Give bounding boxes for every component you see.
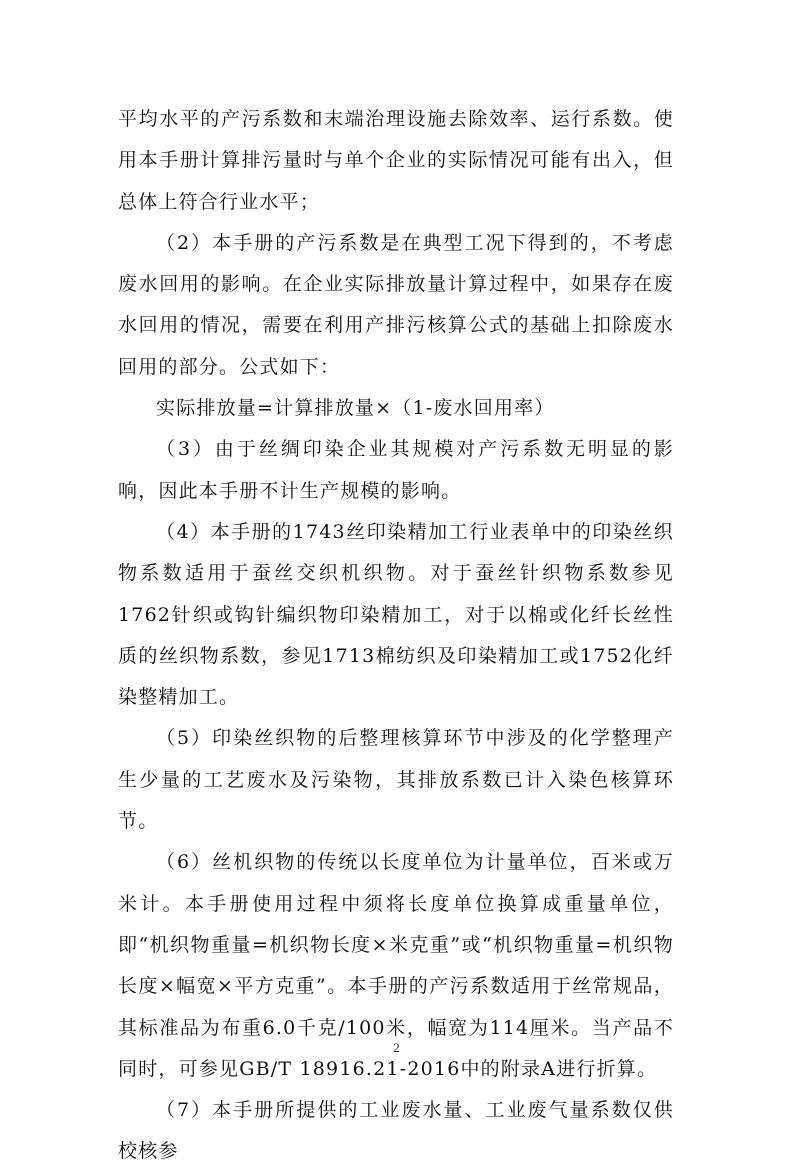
paragraph-continuation: 平均水平的产污系数和末端治理设施去除效率、运行系数。使用本手册计算排污量时与单个企业的实际情况可能有出入，但总体上符合行业水平； bbox=[118, 108, 674, 213]
paragraph-item-5: （5）印染丝织物的后整理核算环节中涉及的化学整理产生少量的工艺废水及污染物，其排放系数已计入染色核算环节。 bbox=[118, 727, 674, 833]
page-number: 2 bbox=[393, 1040, 400, 1055]
paragraph-item-2: （2）本手册的产污系数是在典型工况下得到的，不考虑废水回用的影响。在企业实际排放量计算过程中，如果存在废水回用的情况，需要在利用产排污核算公式的基础上扣除废水回用的部分。公式如下： bbox=[118, 231, 674, 378]
paragraph-item-4: （4）本手册的1743丝印染精加工行业表单中的印染丝织物系数适用于蚕丝交织机织物。对于蚕丝针织物系数参见1762针织或钩针编织物印染精加工，对于以棉或化纤长丝性质的丝织物系数，参见1713棉纺织及印染精加工或1752化纤染整精加工。 bbox=[118, 520, 674, 709]
formula-line: 实际排放量=计算排放量×（1-废水回用率） bbox=[156, 397, 555, 420]
paragraph-item-7: （7）本手册所提供的工业废水量、工业废气量系数仅供校核参 bbox=[118, 1099, 674, 1163]
body-text bbox=[118, 99, 674, 1173]
paragraph-item-6: （6）丝机织物的传统以长度单位为计量单位，百米或万米计。本手册使用过程中须将长度单位换算成重量单位，即“机织物重量=机织物长度×米克重”或“机织物重量=机织物长度×幅宽×平方克重”。本手册的产污系数适用于丝常规品，其标准品为布重6.0千克/100米，幅宽为114厘米。当产品不同时，可参见GB/T 18916.21-2016中的附录A进行折算。 bbox=[118, 851, 674, 1080]
paragraph-item-3: （3）由于丝绸印染企业其规模对产污系数无明显的影响，因此本手册不计生产规模的影响。 bbox=[118, 438, 674, 502]
